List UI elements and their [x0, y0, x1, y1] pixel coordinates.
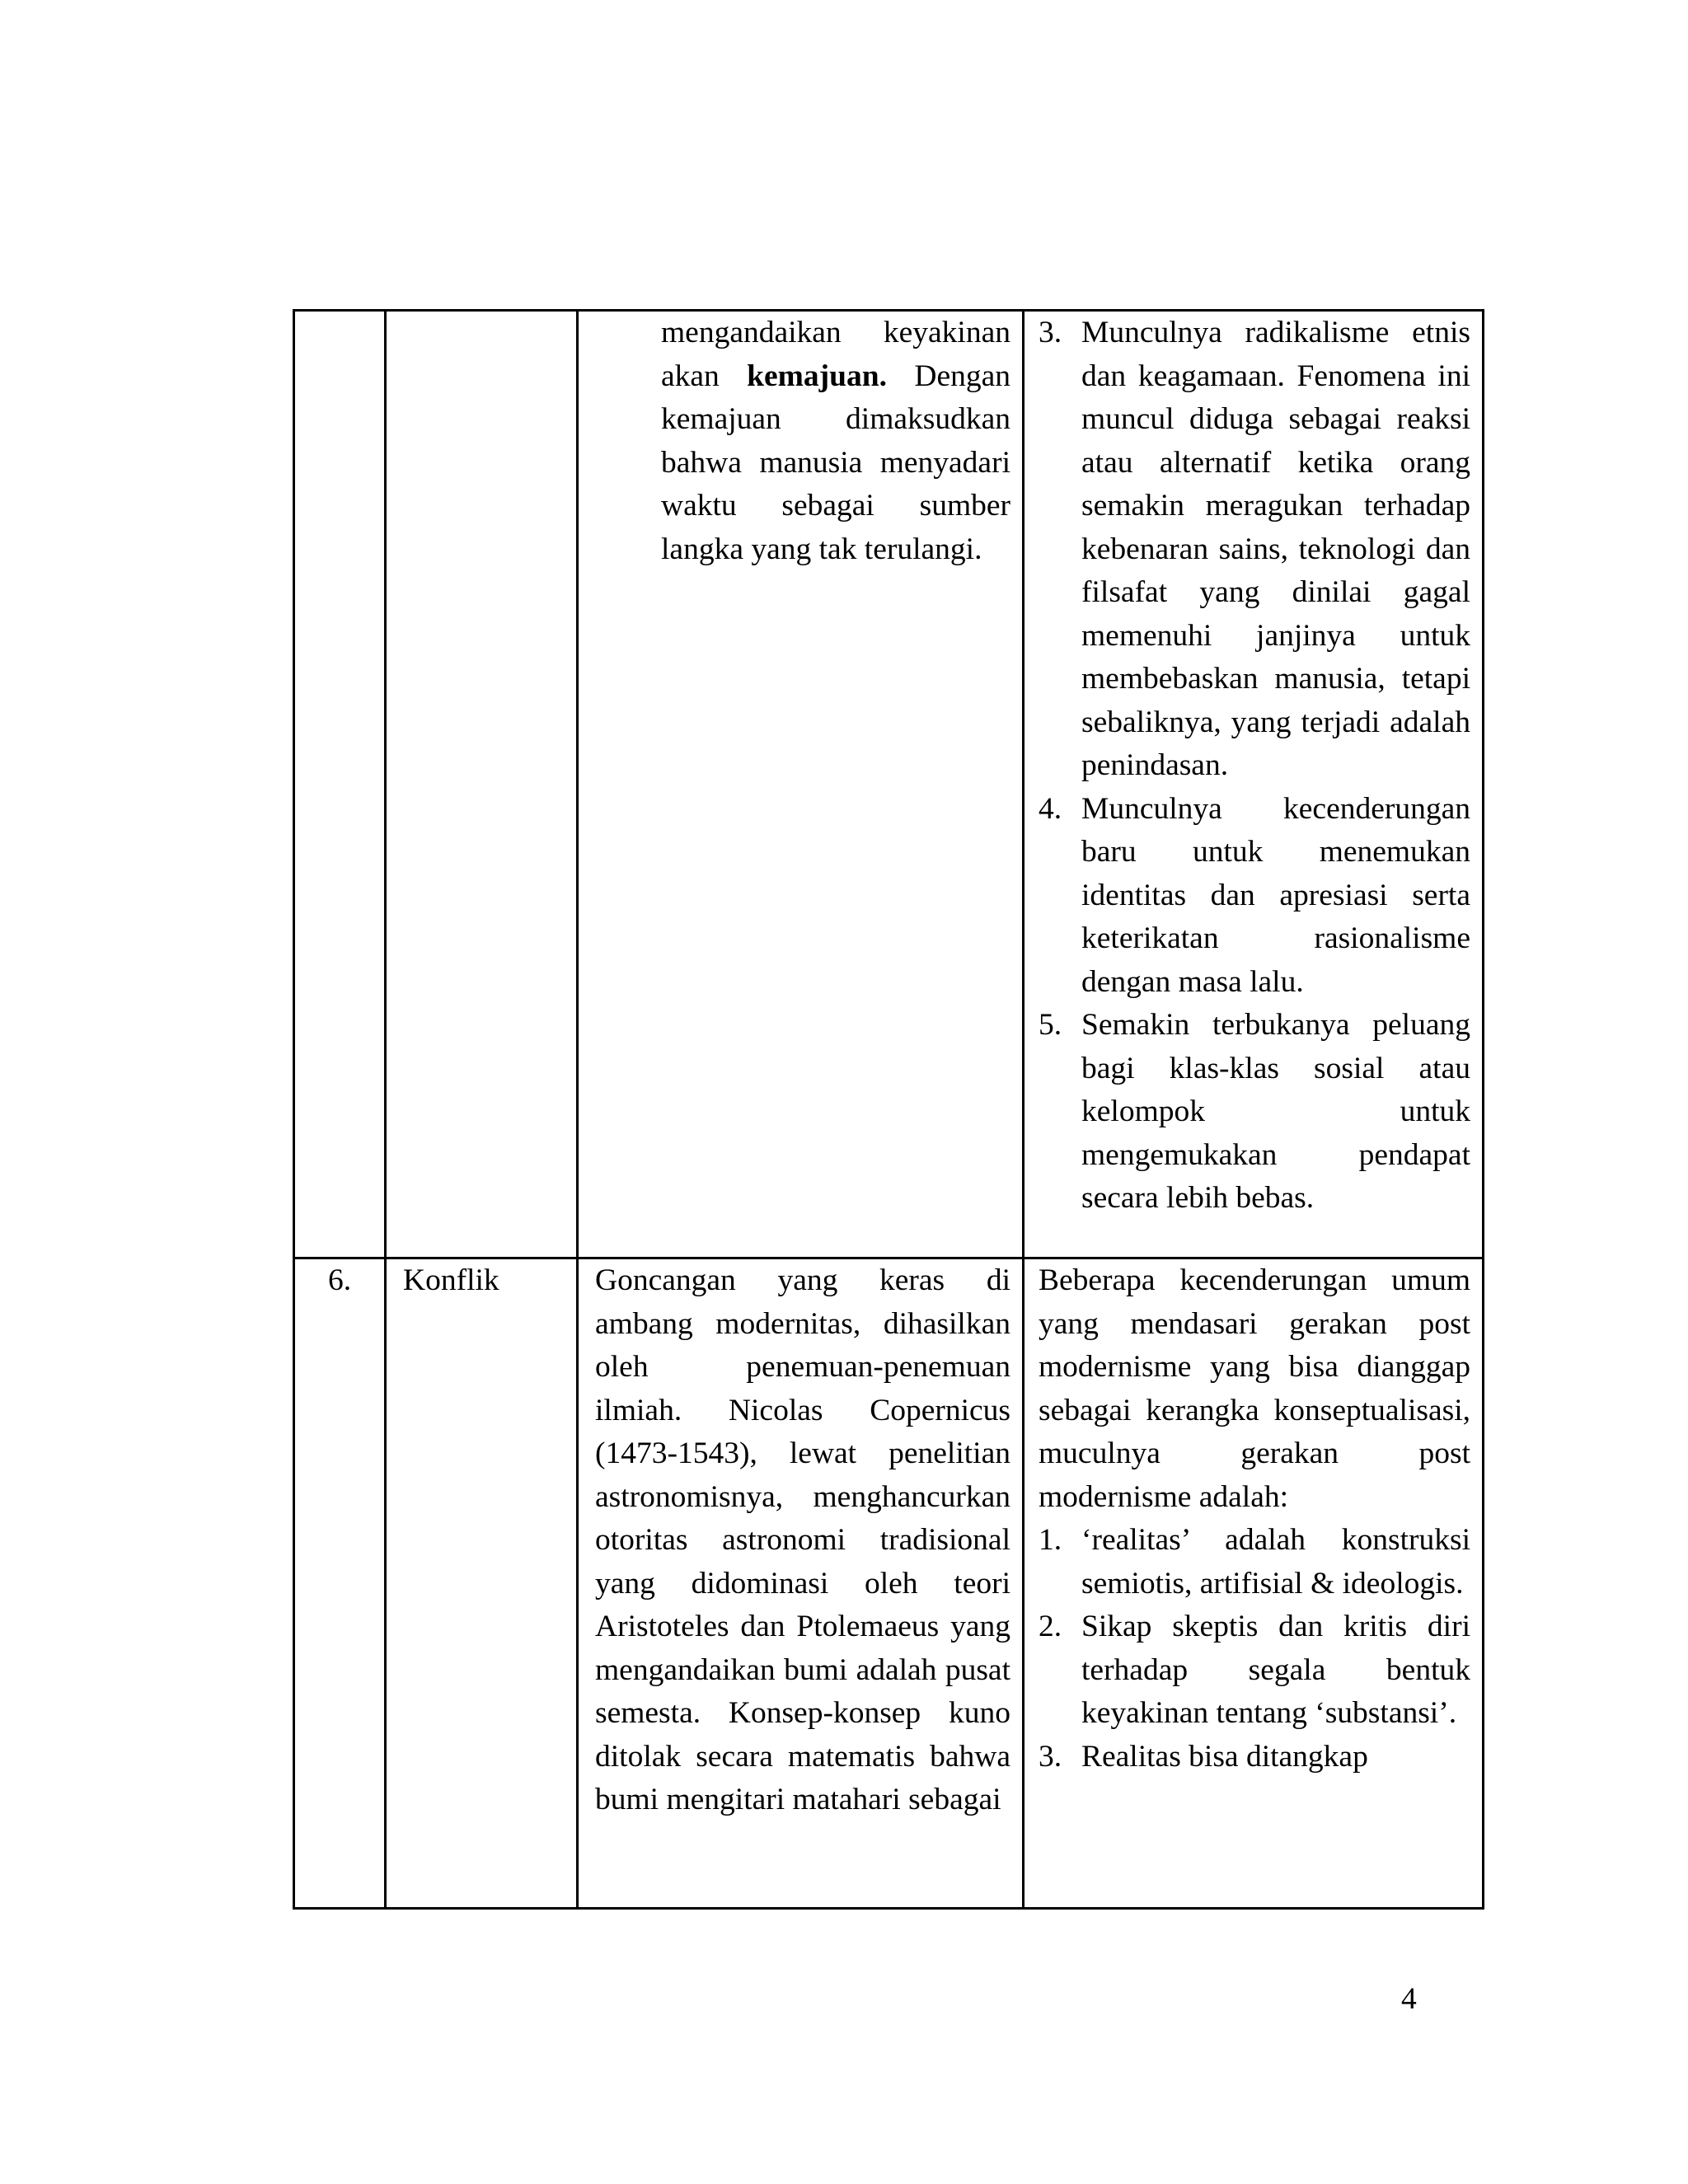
- characteristics-list: [1039, 1519, 1470, 1779]
- list-item: [1039, 1519, 1470, 1605]
- page-number: 4: [1401, 1982, 1417, 2016]
- number-cell: [294, 1258, 386, 1909]
- topic-cell: [386, 1258, 578, 1909]
- characteristics-list: [1039, 312, 1470, 1221]
- row-number: 6.: [327, 1263, 352, 1297]
- table-row: [294, 311, 1484, 1258]
- characteristics-cell: [1024, 1258, 1484, 1909]
- list-item-text: ‘realitas’ adalah konstruksi semiotis, artifisial & ideologis.: [1081, 1523, 1470, 1601]
- number-cell: [294, 311, 386, 1258]
- list-item-number: 4.: [1039, 791, 1062, 826]
- description-text-start: mengandaikan keyakinan akan: [661, 316, 1010, 393]
- list-item-number: 1.: [1039, 1523, 1062, 1557]
- description-cell: [578, 311, 1024, 1258]
- list-item-number: 5.: [1039, 1008, 1062, 1042]
- table-row: [294, 1258, 1484, 1909]
- list-item-text: Munculnya kecenderungan baru untuk menemukan identitas dan apresiasi serta keterikatan rasionalisme dengan masa lalu.: [1081, 791, 1470, 999]
- row-topic: Konflik: [403, 1263, 499, 1297]
- list-item-text: Semakin terbukanya peluang bagi klas-klas sosial atau kelompok untuk mengemukakan pendapat secara lebih bebas.: [1081, 1008, 1470, 1215]
- characteristics-cell: [1024, 311, 1484, 1258]
- description-cell: [578, 1258, 1024, 1909]
- description-paragraph: [579, 312, 1022, 571]
- list-item: [1039, 1736, 1470, 1779]
- topic-cell: [386, 311, 578, 1258]
- list-item: [1039, 1605, 1470, 1736]
- list-item-text: Sikap skeptis dan kritis diri terhadap segala bentuk keyakinan tentang ‘substansi’.: [1081, 1610, 1470, 1730]
- list-item: [1039, 788, 1470, 1005]
- list-item-number: 3.: [1039, 316, 1062, 349]
- list-item: [1039, 1004, 1470, 1221]
- content-table: [293, 309, 1484, 1910]
- description-bold-term: kemajuan.: [747, 359, 887, 393]
- characteristics-intro: Beberapa kecenderungan umum yang mendasari gerakan post modernisme yang bisa dianggap sebagai kerangka konseptualisasi, muculnya gerakan post modernisme adalah:: [1039, 1263, 1470, 1514]
- list-item-text: Realitas bisa ditangkap: [1081, 1739, 1368, 1774]
- list-item-number: 3.: [1039, 1739, 1062, 1774]
- list-item: [1039, 312, 1470, 788]
- list-item-text: Munculnya radikalisme etnis dan keagamaan. Fenomena ini muncul diduga sebagai reaksi atau alternatif ketika orang semakin meragukan terhadap kebenaran sains, teknologi dan filsafat yang dinilai gagal memenuhi janjinya untuk membebaskan manusia, tetapi sebaliknya, yang terjadi adalah penindasan.: [1081, 316, 1470, 782]
- description-text-end: Dengan kemajuan dimaksudkan bahwa manusia menyadari waktu sebagai sumber langka yang tak terulangi.: [661, 359, 1010, 566]
- list-item-number: 2.: [1039, 1610, 1062, 1643]
- description-paragraph: Goncangan yang keras di ambang modernitas, dihasilkan oleh penemuan-penemuan ilmiah. Nicolas Copernicus (1473-1543), lewat penelitian astronomisnya, menghancurkan otoritas astronomi tradisional yang didominasi oleh teori Aristoteles dan Ptolemaeus yang mengandaikan bumi adalah pusat semesta. Konsep-konsep kuno ditolak secara matematis bahwa bumi mengitari matahari sebagai: [595, 1263, 1010, 1816]
